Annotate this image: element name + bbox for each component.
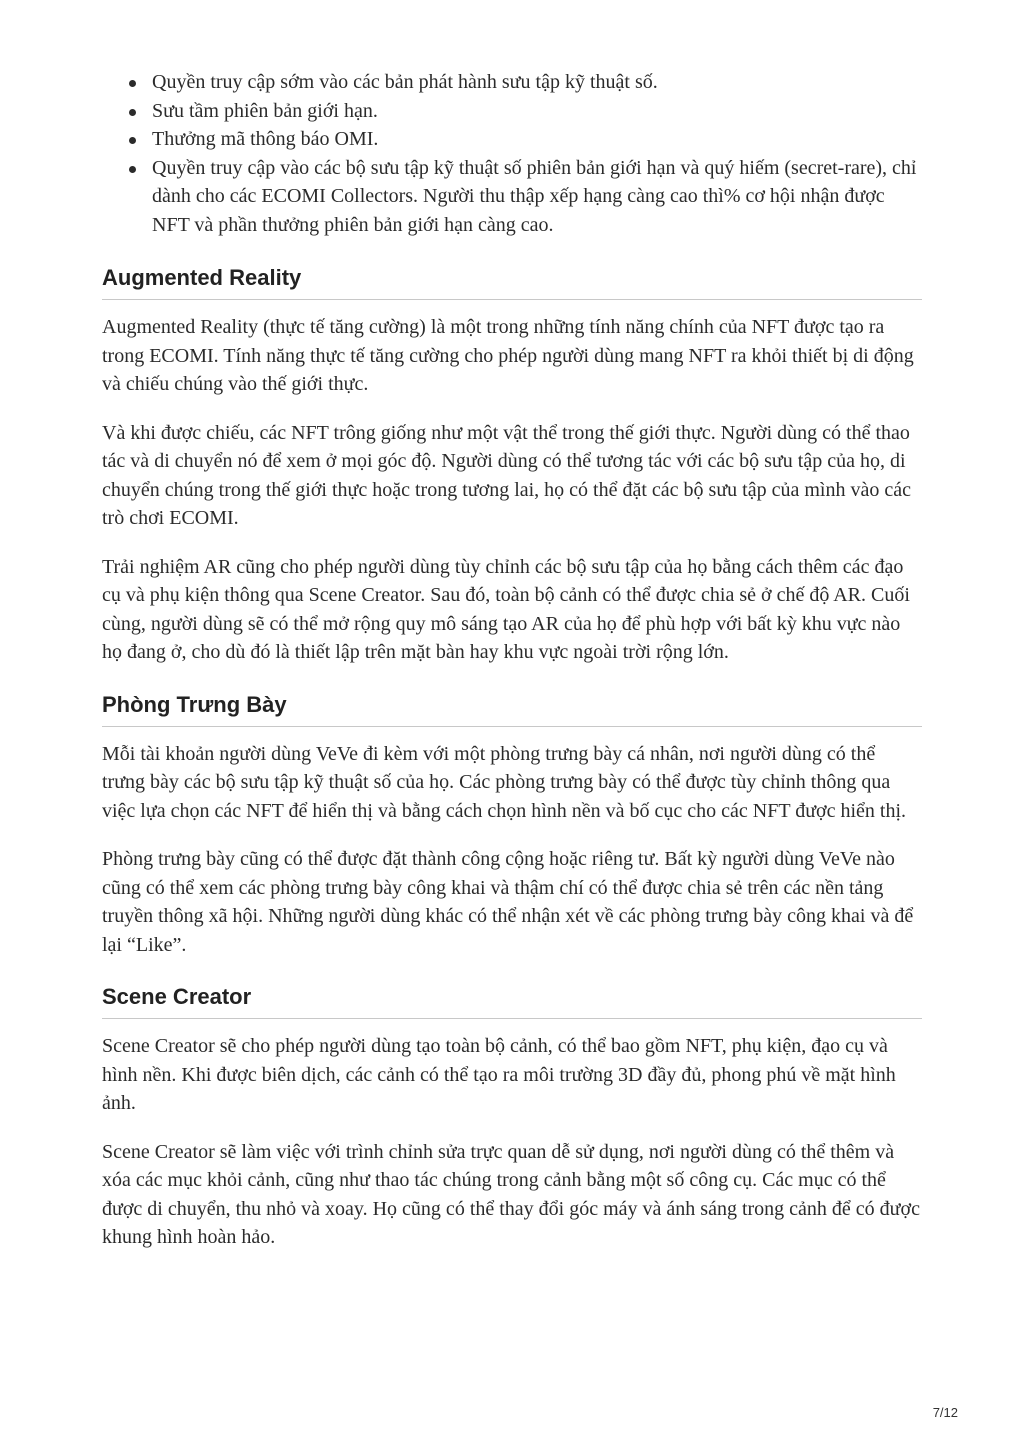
bullet-icon (129, 137, 136, 144)
bullet-text: Quyền truy cập vào các bộ sưu tập kỹ thuật số phiên bản giới hạn và quý hiếm (secret-rare), chỉ dành cho các ECOMI Collectors. Người thu thập xếp hạng càng cao thì% cơ hội nhận được NFT và phần thưởng phiên bản giới hạn càng cao. (152, 156, 917, 236)
section-heading: Scene Creator (102, 984, 922, 1019)
paragraph: Phòng trưng bày cũng có thể được đặt thành công cộng hoặc riêng tư. Bất kỳ người dùng VeVe nào cũng có thể xem các phòng trưng bày công khai và thậm chí có thể được chia sẻ trên các nền tảng truyền thông xã hội. Những người dùng khác có thể nhận xét về các phòng trưng bày công khai và để lại “Like”. (102, 848, 914, 956)
bullet-item (102, 154, 922, 240)
paragraph: Mỗi tài khoản người dùng VeVe đi kèm với một phòng trưng bày cá nhân, nơi người dùng có thể trưng bày các bộ sưu tập kỹ thuật số của họ. Các phòng trưng bày có thể được tùy chỉnh thông qua việc lựa chọn các NFT để hiển thị và bằng cách chọn hình nền và bố cục cho các NFT được hiển thị. (102, 742, 907, 822)
bullet-text: Sưu tầm phiên bản giới hạn. (152, 99, 378, 122)
bullet-item (102, 125, 922, 154)
paragraph: Trải nghiệm AR cũng cho phép người dùng tùy chỉnh các bộ sưu tập của họ bằng cách thêm các đạo cụ và phụ kiện thông qua Scene Creator. Sau đó, toàn bộ cảnh có thể được chia sẻ ở chế độ AR. Cuối cùng, người dùng sẽ có thể mở rộng quy mô sáng tạo AR của họ để phù hợp với bất kỳ khu vực nào họ đang ở, cho dù đó là thiết lập trên mặt bàn hay khu vực ngoài trời rộng lớn. (102, 555, 910, 663)
paragraph: Và khi được chiếu, các NFT trông giống như một vật thể trong thế giới thực. Người dùng có thể thao tác và di chuyển nó để xem ở mọi góc độ. Người dùng có thể tương tác với các bộ sưu tập của họ, di chuyển chúng trong thế giới thực hoặc trong tương lai, họ có thể đặt các bộ sưu tập của mình vào các trò chơi ECOMI. (102, 421, 911, 529)
document-body (102, 68, 922, 1252)
paragraph: Scene Creator sẽ làm việc với trình chỉnh sửa trực quan dễ sử dụng, nơi người dùng có thể thêm và xóa các mục khỏi cảnh, cũng như thao tác chúng trong cảnh bằng một số công cụ. Các mục có thể được di chuyển, thu nhỏ và xoay. Họ cũng có thể thay đổi góc máy và ánh sáng trong cảnh để có được khung hình hoàn hảo. (102, 1140, 920, 1248)
bullet-text: Quyền truy cập sớm vào các bản phát hành sưu tập kỹ thuật số. (152, 71, 658, 93)
section-heading: Phòng Trưng Bày (102, 692, 922, 727)
bullet-text: Thưởng mã thông báo OMI. (152, 128, 379, 150)
section-scene-creator (102, 984, 922, 1252)
section-gallery (102, 692, 922, 960)
paragraph: Scene Creator sẽ cho phép người dùng tạo toàn bộ cảnh, có thể bao gồm NFT, phụ kiện, đạo cụ và hình nền. Khi được biên dịch, các cảnh có thể tạo ra môi trường 3D đầy đủ, phong phú về mặt hình ảnh. (102, 1035, 896, 1114)
bullet-icon (129, 166, 136, 173)
page-number: 7/12 (932, 1405, 958, 1420)
bullet-item (102, 97, 922, 126)
bullet-item (102, 68, 922, 97)
bullet-icon (129, 109, 136, 116)
bullet-icon (129, 80, 136, 87)
paragraph: Augmented Reality (thực tế tăng cường) là một trong những tính năng chính của NFT được tạo ra trong ECOMI. Tính năng thực tế tăng cường cho phép người dùng mang NFT ra khỏi thiết bị di động và chiếu chúng vào thế giới thực. (102, 316, 914, 395)
feature-bullet-list (102, 68, 922, 239)
section-heading: Augmented Reality (102, 265, 922, 300)
section-augmented-reality (102, 265, 922, 667)
